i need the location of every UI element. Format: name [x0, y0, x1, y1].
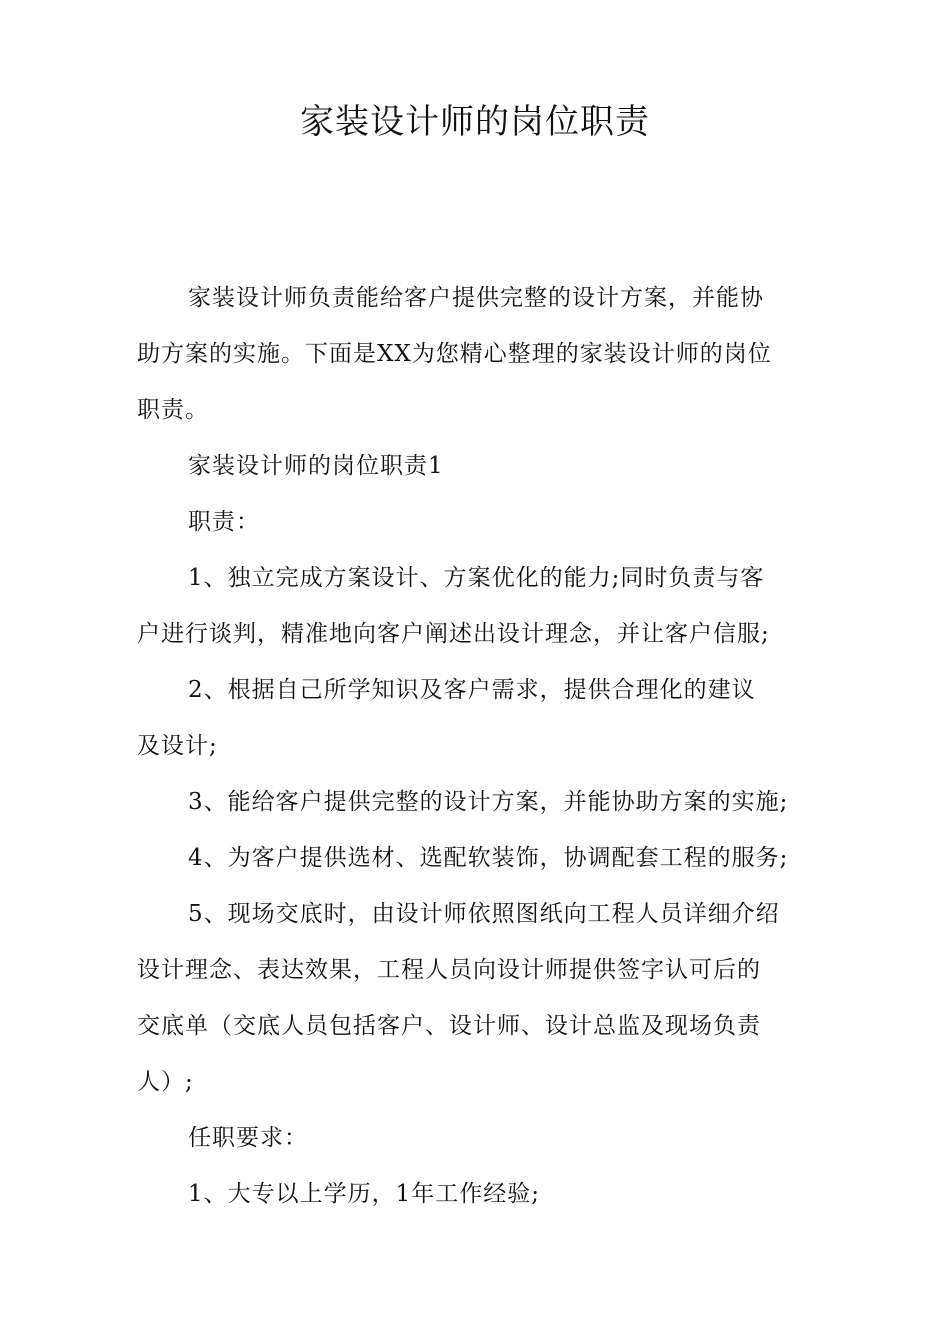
section-heading: 家装设计师的岗位职责1 [188, 453, 444, 479]
list-item-continuation: 设计理念、表达效果，工程人员向设计师提供签字认可后的 [137, 957, 761, 983]
list-item-continuation: 及设计; [137, 733, 218, 759]
document-title: 家装设计师的岗位职责 [300, 102, 650, 142]
list-item-continuation: 户进行谈判，精准地向客户阐述出设计理念，并让客户信服; [137, 621, 770, 647]
subheading-requirements: 任职要求： [188, 1125, 308, 1151]
list-item: 1、独立完成方案设计、方案优化的能力;同时负责与客 [188, 565, 765, 591]
list-item: 5、现场交底时，由设计师依照图纸向工程人员详细介绍 [188, 901, 780, 927]
list-item-continuation: 交底单（交底人员包括客户、设计师、设计总监及现场负责 [137, 1013, 761, 1039]
subheading-duties: 职责： [188, 509, 260, 535]
list-item-continuation: 人）; [137, 1069, 194, 1095]
list-item: 2、根据自己所学知识及客户需求，提供合理化的建议 [188, 677, 756, 703]
paragraph-line: 家装设计师负责能给客户提供完整的设计方案，并能协 [188, 285, 764, 311]
paragraph-line: 职责。 [137, 397, 209, 423]
paragraph-line: 助方案的实施。下面是XX为您精心整理的家装设计师的岗位 [137, 341, 772, 367]
list-item: 3、能给客户提供完整的设计方案，并能协助方案的实施; [188, 789, 789, 815]
list-item: 1、大专以上学历，1年工作经验; [188, 1181, 541, 1207]
list-item: 4、为客户提供选材、选配软装饰，协调配套工程的服务; [188, 845, 789, 871]
